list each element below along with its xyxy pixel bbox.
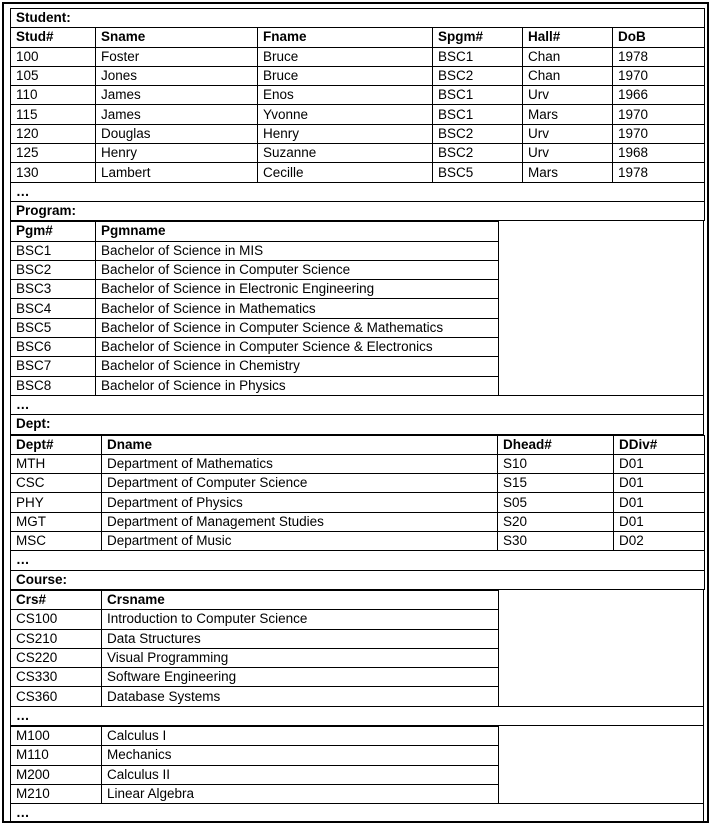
table-cell: MGT bbox=[11, 512, 102, 531]
table-cell: 105 bbox=[11, 66, 96, 85]
table-row bbox=[11, 318, 499, 337]
table-cell: D01 bbox=[614, 493, 705, 512]
table-cell: 1978 bbox=[613, 163, 705, 182]
table-cell: Bachelor of Science in Computer Science & Mathematics bbox=[96, 318, 499, 337]
course-table-b bbox=[10, 726, 499, 804]
table-cell: Software Engineering bbox=[102, 668, 499, 687]
table-cell: Department of Computer Science bbox=[102, 474, 498, 493]
course-ellipsis-a-row bbox=[10, 707, 704, 726]
course-empty-area-b bbox=[498, 726, 704, 804]
table-cell: Chan bbox=[523, 47, 613, 66]
table-cell: M210 bbox=[11, 784, 102, 803]
table-cell: Department of Mathematics bbox=[102, 454, 498, 473]
table-cell: BSC1 bbox=[11, 241, 96, 260]
table-cell: 1966 bbox=[613, 86, 705, 105]
table-cell: Suzanne bbox=[258, 144, 433, 163]
table-cell: Mars bbox=[523, 163, 613, 182]
table-cell: 125 bbox=[11, 144, 96, 163]
course-header-row bbox=[11, 590, 499, 609]
column-header: Spgm# bbox=[433, 28, 523, 47]
course-table-a bbox=[10, 590, 499, 707]
table-row bbox=[11, 726, 499, 745]
program-section-title: Program: bbox=[11, 201, 705, 220]
table-row bbox=[11, 338, 499, 357]
table-row bbox=[11, 376, 499, 395]
course-ellipsis-b-row bbox=[10, 804, 704, 823]
course-ellipsis-a: … bbox=[11, 707, 704, 726]
column-header: Crsname bbox=[102, 590, 499, 609]
table-cell: CSC bbox=[11, 474, 102, 493]
table-cell: Chan bbox=[523, 66, 613, 85]
table-cell: CS330 bbox=[11, 668, 102, 687]
table-cell: BSC2 bbox=[433, 124, 523, 143]
course-rows-a bbox=[11, 610, 499, 706]
table-row bbox=[11, 668, 499, 687]
program-table bbox=[10, 221, 499, 396]
course-rows-b bbox=[11, 726, 499, 803]
table-cell: CS220 bbox=[11, 648, 102, 667]
table-cell: Mars bbox=[523, 105, 613, 124]
table-row bbox=[11, 784, 499, 803]
table-cell: BSC4 bbox=[11, 299, 96, 318]
table-cell: Bruce bbox=[258, 47, 433, 66]
program-header-row bbox=[11, 222, 499, 241]
table-cell: D01 bbox=[614, 474, 705, 493]
table-cell: 130 bbox=[11, 163, 96, 182]
table-cell: Calculus II bbox=[102, 765, 499, 784]
table-cell: CS100 bbox=[11, 610, 102, 629]
column-header: Dhead# bbox=[498, 435, 614, 454]
table-cell: Data Structures bbox=[102, 629, 499, 648]
program-block bbox=[10, 221, 704, 396]
table-cell: Foster bbox=[96, 47, 258, 66]
table-row bbox=[11, 610, 499, 629]
dept-rows bbox=[11, 454, 705, 550]
table-cell: S30 bbox=[498, 532, 614, 551]
table-cell: BSC6 bbox=[11, 338, 96, 357]
table-row bbox=[11, 454, 705, 473]
column-header: DoB bbox=[613, 28, 705, 47]
table-cell: Urv bbox=[523, 86, 613, 105]
table-cell: BSC1 bbox=[433, 105, 523, 124]
table-cell: 120 bbox=[11, 124, 96, 143]
table-row bbox=[11, 512, 705, 531]
course-ellipsis-b: … bbox=[11, 804, 704, 823]
table-cell: Bachelor of Science in MIS bbox=[96, 241, 499, 260]
table-cell: BSC1 bbox=[433, 86, 523, 105]
dept-header-row bbox=[11, 435, 705, 454]
program-rows bbox=[11, 241, 499, 395]
table-cell: Mechanics bbox=[102, 746, 499, 765]
dept-section-title: Dept: bbox=[11, 415, 704, 434]
table-cell: Introduction to Computer Science bbox=[102, 610, 499, 629]
table-cell: CS210 bbox=[11, 629, 102, 648]
table-cell: BSC2 bbox=[11, 260, 96, 279]
column-header: Hall# bbox=[523, 28, 613, 47]
table-row bbox=[11, 66, 705, 85]
table-cell: 1970 bbox=[613, 66, 705, 85]
table-cell: S10 bbox=[498, 454, 614, 473]
table-cell: Douglas bbox=[96, 124, 258, 143]
table-cell: BSC8 bbox=[11, 376, 96, 395]
table-cell: 110 bbox=[11, 86, 96, 105]
table-cell: Urv bbox=[523, 124, 613, 143]
table-row bbox=[11, 163, 705, 182]
table-cell: BSC5 bbox=[433, 163, 523, 182]
table-cell: Calculus I bbox=[102, 726, 499, 745]
table-cell: S20 bbox=[498, 512, 614, 531]
table-cell: D01 bbox=[614, 454, 705, 473]
table-cell: Linear Algebra bbox=[102, 784, 499, 803]
table-cell: Enos bbox=[258, 86, 433, 105]
table-row bbox=[11, 86, 705, 105]
course-block-a bbox=[10, 590, 704, 707]
table-cell: Bruce bbox=[258, 66, 433, 85]
table-cell: James bbox=[96, 86, 258, 105]
table-row bbox=[11, 260, 499, 279]
table-row bbox=[11, 687, 499, 706]
table-cell: Bachelor of Science in Physics bbox=[96, 376, 499, 395]
course-empty-area-a bbox=[498, 590, 704, 707]
relational-tables-document bbox=[10, 8, 704, 823]
table-cell: BSC5 bbox=[11, 318, 96, 337]
table-cell: S15 bbox=[498, 474, 614, 493]
table-cell: Henry bbox=[258, 124, 433, 143]
table-cell: BSC7 bbox=[11, 357, 96, 376]
table-cell: Cecille bbox=[258, 163, 433, 182]
table-cell: Department of Physics bbox=[102, 493, 498, 512]
table-cell: D01 bbox=[614, 512, 705, 531]
table-cell: Yvonne bbox=[258, 105, 433, 124]
table-cell: Bachelor of Science in Chemistry bbox=[96, 357, 499, 376]
table-cell: Database Systems bbox=[102, 687, 499, 706]
table-row bbox=[11, 648, 499, 667]
column-header: Dept# bbox=[11, 435, 102, 454]
table-cell: Bachelor of Science in Mathematics bbox=[96, 299, 499, 318]
program-empty-area bbox=[498, 221, 704, 396]
table-cell: Jones bbox=[96, 66, 258, 85]
table-cell: Department of Management Studies bbox=[102, 512, 498, 531]
table-cell: 1970 bbox=[613, 124, 705, 143]
student-ellipsis: … bbox=[11, 182, 705, 201]
table-cell: PHY bbox=[11, 493, 102, 512]
table-row bbox=[11, 105, 705, 124]
dept-section-header bbox=[10, 396, 704, 435]
table-cell: Bachelor of Science in Computer Science bbox=[96, 260, 499, 279]
table-row bbox=[11, 47, 705, 66]
course-block-b bbox=[10, 726, 704, 804]
table-cell: Lambert bbox=[96, 163, 258, 182]
table-row bbox=[11, 629, 499, 648]
table-cell: BSC2 bbox=[433, 66, 523, 85]
student-section-title: Student: bbox=[11, 9, 705, 28]
table-cell: James bbox=[96, 105, 258, 124]
table-cell: Bachelor of Science in Computer Science & Electronics bbox=[96, 338, 499, 357]
column-header: Sname bbox=[96, 28, 258, 47]
table-cell: Visual Programming bbox=[102, 648, 499, 667]
table-cell: 1968 bbox=[613, 144, 705, 163]
table-row bbox=[11, 746, 499, 765]
column-header: Fname bbox=[258, 28, 433, 47]
table-cell: MTH bbox=[11, 454, 102, 473]
table-cell: Henry bbox=[96, 144, 258, 163]
student-header-row bbox=[11, 28, 705, 47]
table-row bbox=[11, 144, 705, 163]
table-cell: Urv bbox=[523, 144, 613, 163]
table-cell: BSC1 bbox=[433, 47, 523, 66]
column-header: Crs# bbox=[11, 590, 102, 609]
dept-ellipsis: … bbox=[11, 551, 705, 570]
dept-table bbox=[10, 435, 705, 590]
table-cell: M200 bbox=[11, 765, 102, 784]
column-header: Pgmname bbox=[96, 222, 499, 241]
column-header: Dname bbox=[102, 435, 498, 454]
program-ellipsis: … bbox=[11, 396, 704, 415]
table-row bbox=[11, 299, 499, 318]
table-row bbox=[11, 765, 499, 784]
table-cell: BSC3 bbox=[11, 280, 96, 299]
table-cell: 1978 bbox=[613, 47, 705, 66]
table-row bbox=[11, 532, 705, 551]
table-cell: S05 bbox=[498, 493, 614, 512]
table-cell: Bachelor of Science in Electronic Engineering bbox=[96, 280, 499, 299]
student-table bbox=[10, 8, 705, 221]
column-header: Pgm# bbox=[11, 222, 96, 241]
table-cell: CS360 bbox=[11, 687, 102, 706]
table-cell: D02 bbox=[614, 532, 705, 551]
student-rows bbox=[11, 47, 705, 182]
table-cell: 1970 bbox=[613, 105, 705, 124]
table-cell: M100 bbox=[11, 726, 102, 745]
column-header: DDiv# bbox=[614, 435, 705, 454]
course-section-title: Course: bbox=[11, 570, 705, 589]
table-row bbox=[11, 493, 705, 512]
table-cell: BSC2 bbox=[433, 144, 523, 163]
column-header: Stud# bbox=[11, 28, 96, 47]
table-cell: MSC bbox=[11, 532, 102, 551]
table-row bbox=[11, 124, 705, 143]
table-cell: 115 bbox=[11, 105, 96, 124]
table-cell: Department of Music bbox=[102, 532, 498, 551]
table-cell: 100 bbox=[11, 47, 96, 66]
table-row bbox=[11, 241, 499, 260]
table-row bbox=[11, 474, 705, 493]
table-cell: M110 bbox=[11, 746, 102, 765]
table-row bbox=[11, 357, 499, 376]
table-row bbox=[11, 280, 499, 299]
